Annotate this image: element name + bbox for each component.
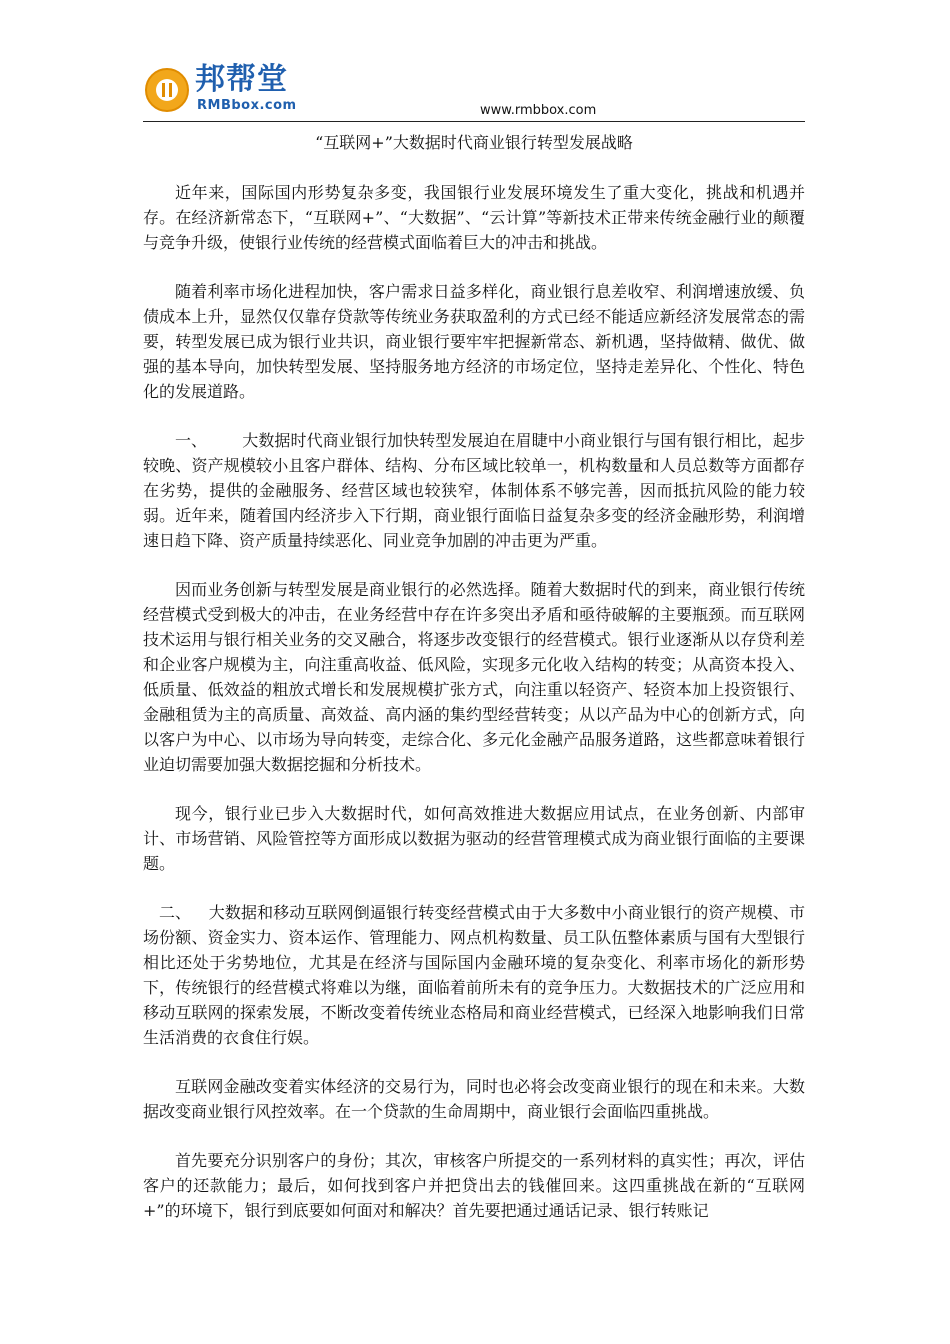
page-header bbox=[143, 62, 805, 122]
site-url: www.rmbbox.com bbox=[480, 103, 597, 118]
section-number: 二、 bbox=[159, 903, 192, 922]
numbered-paragraph bbox=[143, 428, 805, 553]
header-divider bbox=[143, 121, 805, 122]
document-title: “互联网+”大数据时代商业银行转型发展战略 bbox=[315, 133, 633, 152]
logo-chinese-text: 邦帮堂 bbox=[195, 62, 288, 97]
paragraph-text: 大数据和移动互联网倒逼银行转变经营模式由于大多数中小商业银行的资产规模、市场份额、资金实力、资本运作、管理能力、网点机构数量、员工队伍整体素质与国有大型银行相比还处于劣势地位，尤其是在经济与国际国内金融环境的复杂变化、利率市场化的新形势下，传统银行的经营模式将难以为继，面临着前所未有的竞争压力。大数据技术的广泛应用和移动互联网的探索发展，不断改变着传统业态格局和商业经营模式，已经深入地影响我们日常生活消费的衣食住行娱。 bbox=[143, 903, 805, 1047]
paragraph-text: 大数据时代商业银行加快转型发展迫在眉睫中小商业银行与国有银行相比，起步较晚、资产规模较小且客户群体、结构、分布区域比较单一，机构数量和人员总数等方面都存在劣势，提供的金融服务、经营区域也较狭窄，体制体系不够完善，因而抵抗风险的能力较弱。近年来，随着国内经济步入下行期，商业银行面临日益复杂多变的经济金融形势，利润增速日趋下降、资产质量持续恶化、同业竞争加剧的冲击更为严重。 bbox=[143, 431, 805, 550]
paragraph: 首先要充分识别客户的身份；其次，审核客户所提交的一系列材料的真实性；再次，评估客户的还款能力；最后，如何找到客户并把贷出去的钱催回来。这四重挑战在新的“互联网+”的环境下，银行到底要如何面对和解决？首先要把通过通话记录、银行转账记 bbox=[143, 1151, 805, 1220]
rmbbox-logo bbox=[143, 62, 313, 120]
logo-english-text: RMBbox.com bbox=[197, 98, 297, 113]
document-body bbox=[143, 180, 805, 1247]
paragraph: 互联网金融改变着实体经济的交易行为，同时也必将会改变商业银行的现在和未来。大数据改变商业银行风控效率。在一个贷款的生命周期中，商业银行会面临四重挑战。 bbox=[143, 1077, 805, 1121]
paragraph: 近年来，国际国内形势复杂多变，我国银行业发展环境发生了重大变化，挑战和机遇并存。在经济新常态下，“互联网+”、“大数据”、“云计算”等新技术正带来传统金融行业的颠覆与竞争升级，使银行业传统的经营模式面临着巨大的冲击和挑战。 bbox=[143, 183, 805, 252]
paragraph: 随着利率市场化进程加快，客户需求日益多样化，商业银行息差收窄、利润增速放缓、负债成本上升，显然仅仅靠存贷款等传统业务获取盈利的方式已经不能适应新经济发展常态的需要，转型发展已成为银行业共识，商业银行要牢牢把握新常态、新机遇，坚持做精、做优、做强的基本导向，加快转型发展、坚持服务地方经济的市场定位，坚持走差异化、个性化、特色化的发展道路。 bbox=[143, 282, 805, 401]
coin-logo-icon bbox=[145, 68, 189, 112]
section-number: 一、 bbox=[175, 431, 208, 450]
paragraph: 因而业务创新与转型发展是商业银行的必然选择。随着大数据时代的到来，商业银行传统经营模式受到极大的冲击，在业务经营中存在许多突出矛盾和亟待破解的主要瓶颈。而互联网技术运用与银行相关业务的交叉融合，将逐步改变银行的经营模式。银行业逐渐从以存贷利差和企业客户规模为主，向注重高收益、低风险，实现多元化收入结构的转变；从高资本投入、低质量、低效益的粗放式增长和发展规模扩张方式，向注重以轻资产、轻资本加上投资银行、金融租赁为主的高质量、高效益、高内涵的集约型经营转变；从以产品为中心的创新方式，向以客户为中心、以市场为导向转变，走综合化、多元化金融产品服务道路，这些都意味着银行业迫切需要加强大数据挖掘和分析技术。 bbox=[143, 580, 805, 774]
numbered-paragraph bbox=[143, 900, 805, 1050]
paragraph: 现今，银行业已步入大数据时代，如何高效推进大数据应用试点，在业务创新、内部审计、市场营销、风险管控等方面形成以数据为驱动的经营管理模式成为商业银行面临的主要课题。 bbox=[143, 804, 805, 873]
